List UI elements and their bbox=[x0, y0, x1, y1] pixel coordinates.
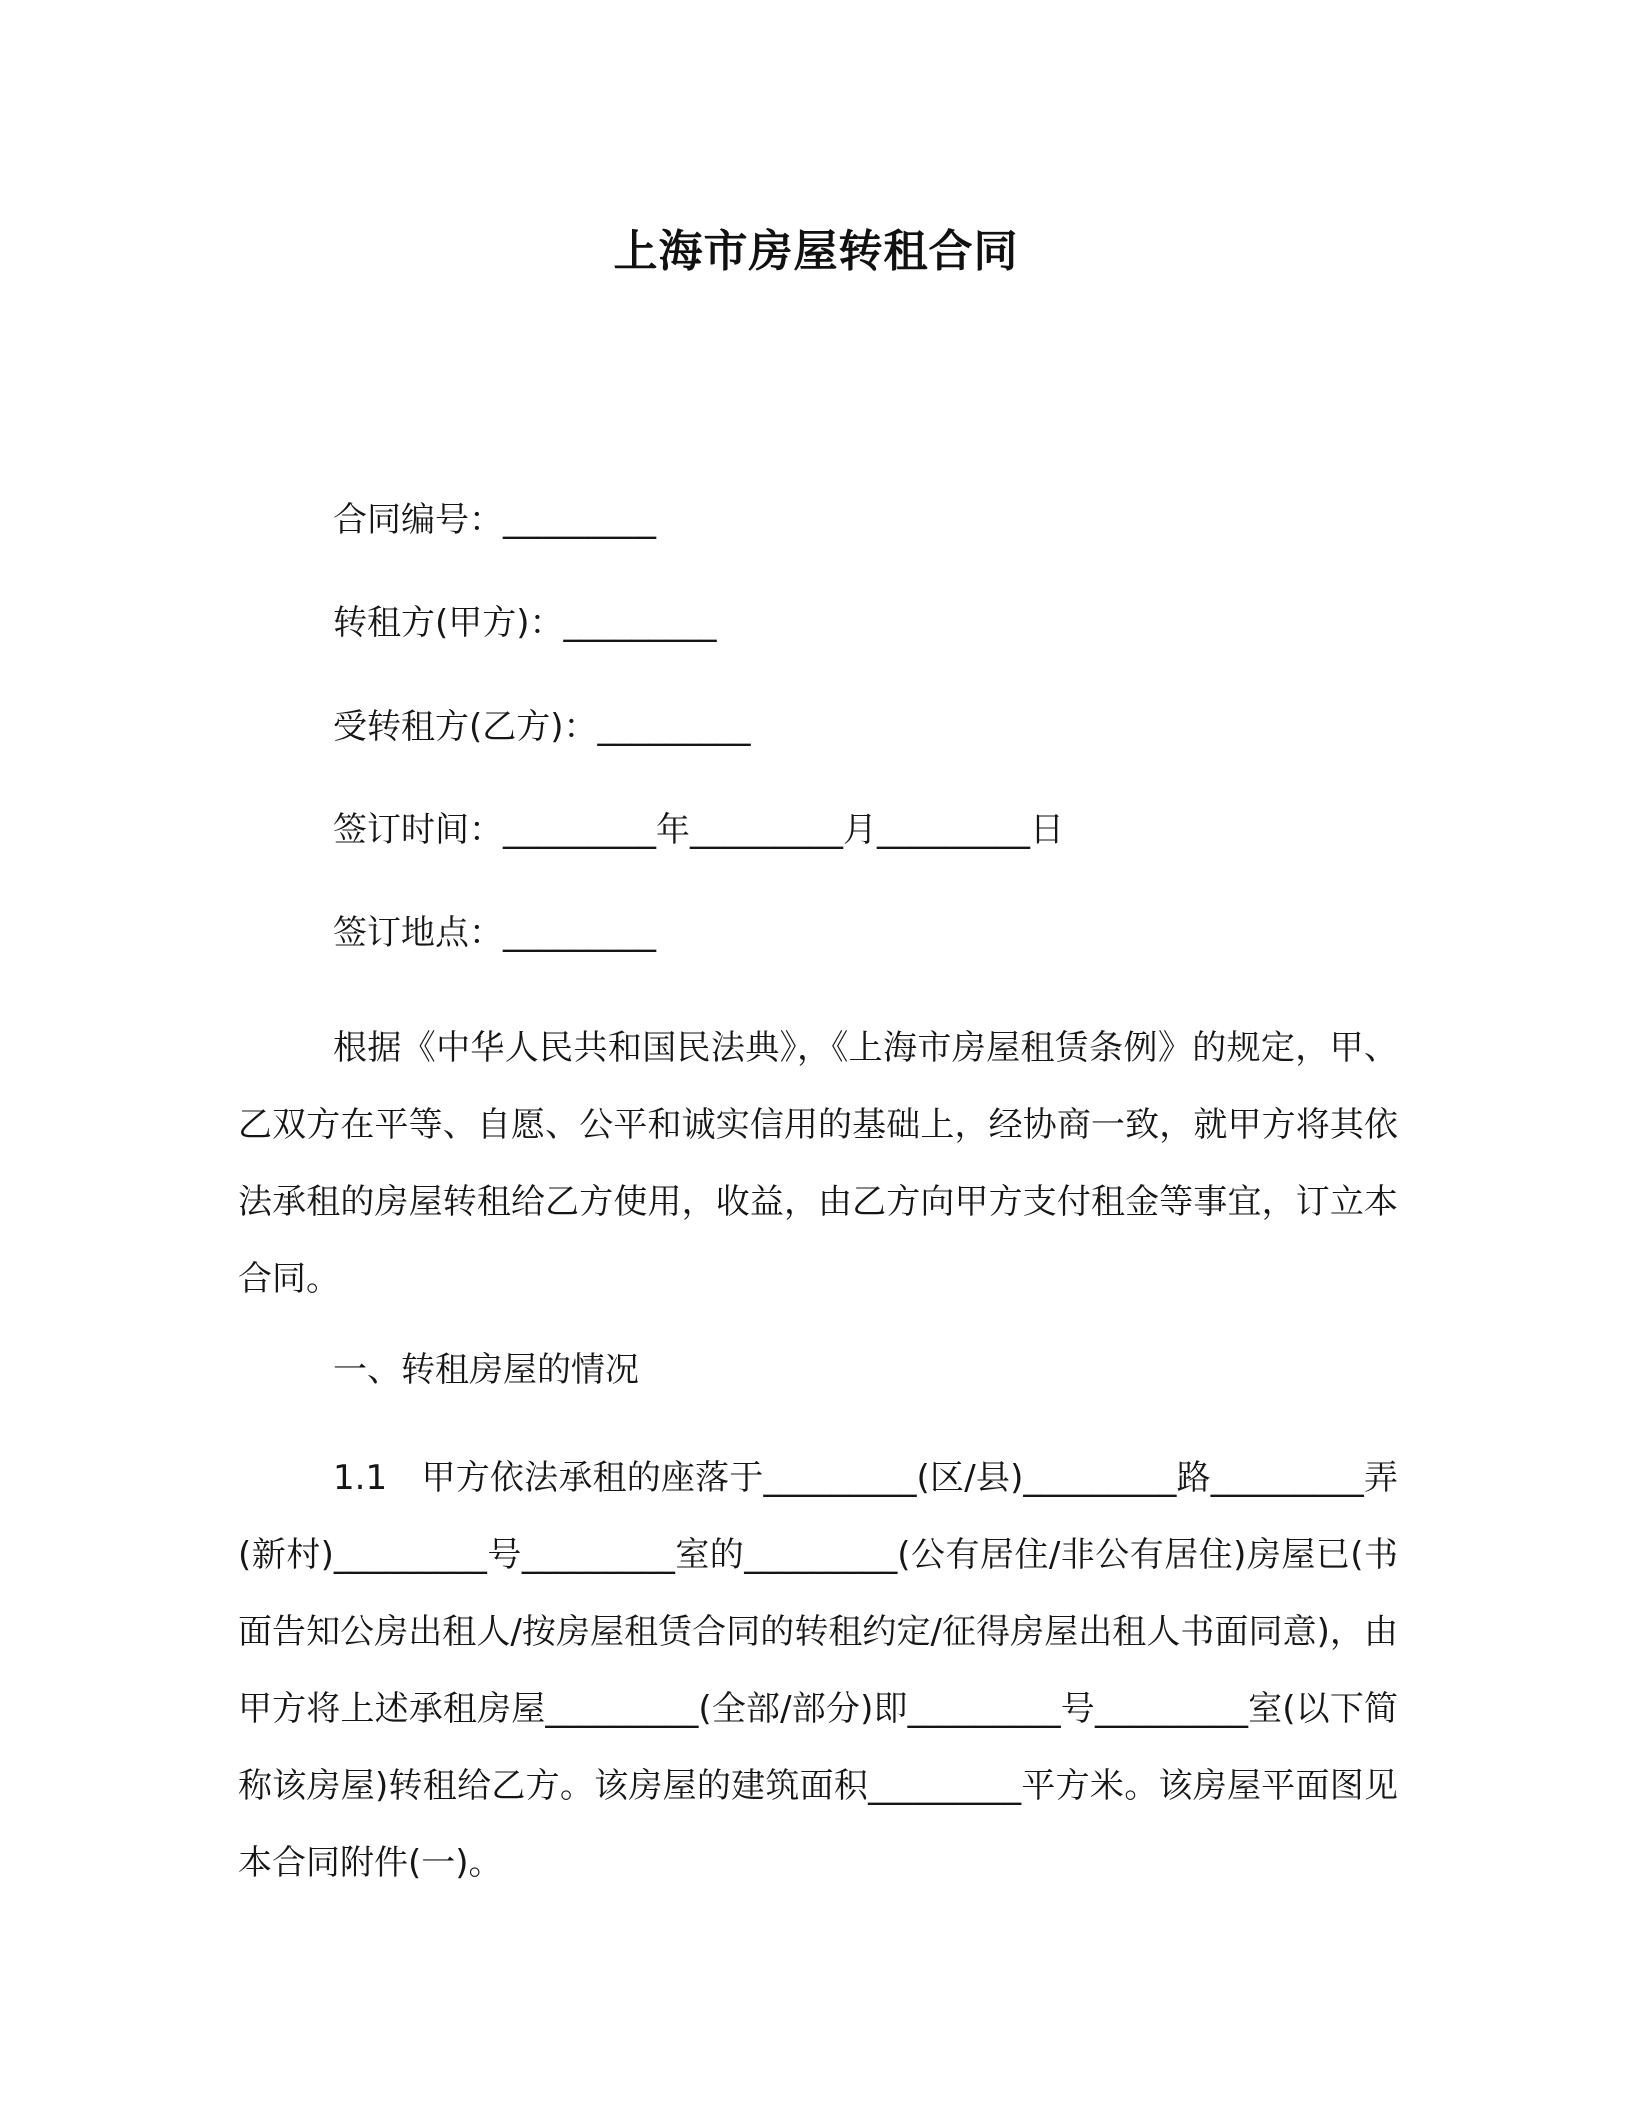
signing-date-field: 签订时间：_________年_________月_________日 bbox=[333, 810, 1064, 850]
intro-paragraph: 根据《中华人民共和国民法典》，《上海市房屋租赁条例》的规定，甲、乙双方在平等、自愿、公平和诚实信用的基础上，经协商一致，就甲方将其依法承租的房屋转租给乙方使用，收益，由乙方向甲方支付租金等事宜，订立本合同。 bbox=[238, 1028, 1398, 1299]
document-title: 上海市房屋转租合同 bbox=[613, 226, 1019, 277]
sublessee-field: 受转租方(乙方)：_________ bbox=[333, 707, 751, 747]
contract-number-field: 合同编号：_________ bbox=[333, 500, 656, 540]
signing-place-field: 签订地点：_________ bbox=[333, 913, 656, 953]
sublessor-field: 转租方(甲方)：_________ bbox=[333, 603, 717, 643]
clause-1-1: 1.1 甲方依法承租的座落于_________(区/县)_________路_________弄(新村)_________号_________室的_________(公有居住/非公有居住)房屋已(书面告知公房出租人/按房屋租赁合同的转租约定/征得房屋出租人书面同意)，由甲方将上述承租房屋_________(全部/部分)即_________号_________室(以下简称该房屋)转租给乙方。该房屋的建筑面积_________平方米。该房屋平面图见本合同附件(一)。 bbox=[238, 1458, 1398, 1883]
section-heading: 一、转租房屋的情况 bbox=[333, 1350, 639, 1390]
